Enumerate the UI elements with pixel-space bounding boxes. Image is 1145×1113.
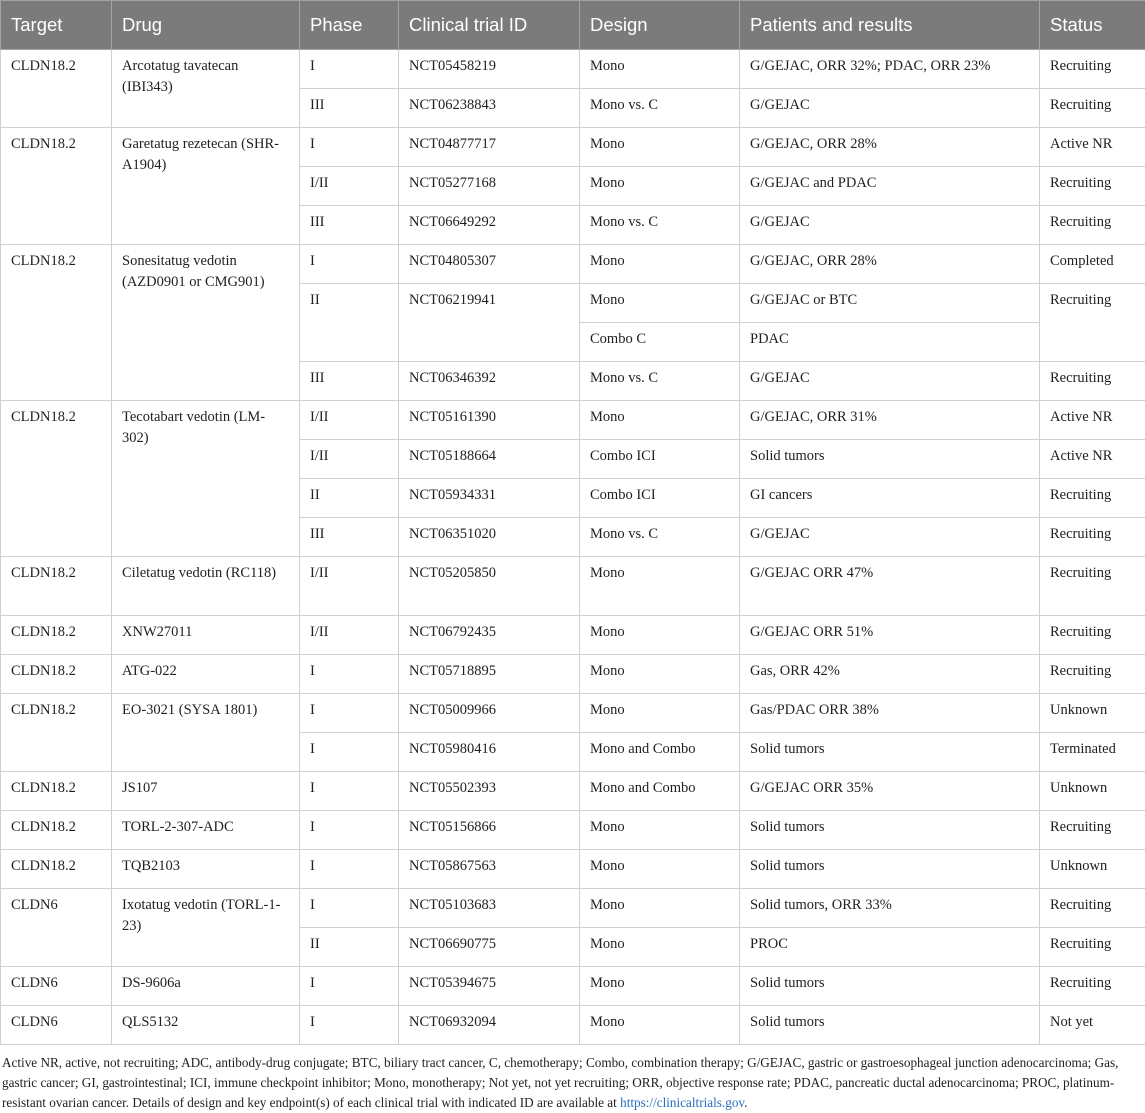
cell-status: Recruiting <box>1040 811 1145 850</box>
cell-status: Recruiting <box>1040 50 1145 89</box>
cell-phase: III <box>300 89 399 128</box>
cell-design: Mono vs. C <box>580 362 740 401</box>
cell-design: Mono <box>580 889 740 928</box>
cell-phase: I <box>300 772 399 811</box>
cell-results: Solid tumors, ORR 33% <box>740 889 1040 928</box>
cell-drug: ATG-022 <box>112 655 300 694</box>
cell-trial-id: NCT05156866 <box>399 811 580 850</box>
cell-drug: TQB2103 <box>112 850 300 889</box>
cell-phase: I <box>300 655 399 694</box>
cell-phase: III <box>300 362 399 401</box>
cell-trial-id: NCT04805307 <box>399 245 580 284</box>
cell-design: Mono <box>580 850 740 889</box>
cell-status: Recruiting <box>1040 362 1145 401</box>
cell-trial-id: NCT05980416 <box>399 733 580 772</box>
cell-drug: Arcotatug tavatecan (IBI343) <box>112 50 300 128</box>
cell-phase: III <box>300 206 399 245</box>
table-row <box>1 128 1145 167</box>
cell-target: CLDN18.2 <box>1 557 112 616</box>
header-row <box>1 1 1145 50</box>
header-design: Design <box>580 1 740 50</box>
cell-status: Recruiting <box>1040 557 1145 616</box>
cell-status: Terminated <box>1040 733 1145 772</box>
cell-results: G/GEJAC <box>740 89 1040 128</box>
cell-design: Mono <box>580 245 740 284</box>
cell-target: CLDN18.2 <box>1 694 112 772</box>
table-row <box>1 245 1145 284</box>
header-phase: Phase <box>300 1 399 50</box>
cell-phase: I/II <box>300 167 399 206</box>
cell-drug: Tecotabart vedotin (LM-302) <box>112 401 300 557</box>
cell-design: Mono vs. C <box>580 89 740 128</box>
cell-target: CLDN18.2 <box>1 245 112 401</box>
cell-results: G/GEJAC ORR 47% <box>740 557 1040 616</box>
cell-phase: I <box>300 967 399 1006</box>
cell-trial-id: NCT05277168 <box>399 167 580 206</box>
cell-design: Mono <box>580 655 740 694</box>
cell-design: Mono <box>580 616 740 655</box>
cell-target: CLDN18.2 <box>1 655 112 694</box>
table-row <box>1 850 1145 889</box>
cell-phase: II <box>300 284 399 362</box>
cell-phase: I <box>300 694 399 733</box>
table-row <box>1 772 1145 811</box>
cell-status: Unknown <box>1040 694 1145 733</box>
header-drug: Drug <box>112 1 300 50</box>
cell-status: Recruiting <box>1040 89 1145 128</box>
table-row <box>1 811 1145 850</box>
cell-phase: I <box>300 889 399 928</box>
table-row <box>1 616 1145 655</box>
cell-trial-id: NCT05867563 <box>399 850 580 889</box>
cell-design: Mono <box>580 50 740 89</box>
cell-status: Recruiting <box>1040 928 1145 967</box>
cell-drug: Garetatug rezetecan (SHR-A1904) <box>112 128 300 245</box>
cell-trial-id: NCT06346392 <box>399 362 580 401</box>
cell-target: CLDN6 <box>1 889 112 967</box>
cell-drug: QLS5132 <box>112 1006 300 1045</box>
cell-status: Completed <box>1040 245 1145 284</box>
cell-target: CLDN18.2 <box>1 128 112 245</box>
cell-design: Combo ICI <box>580 479 740 518</box>
cell-phase: I/II <box>300 401 399 440</box>
cell-design: Mono <box>580 557 740 616</box>
cell-target: CLDN6 <box>1 1006 112 1045</box>
cell-trial-id: NCT06219941 <box>399 284 580 362</box>
cell-trial-id: NCT05205850 <box>399 557 580 616</box>
cell-results: G/GEJAC or BTC <box>740 284 1040 323</box>
cell-trial-id: NCT06351020 <box>399 518 580 557</box>
cell-phase: I <box>300 1006 399 1045</box>
cell-design: Combo C <box>580 323 740 362</box>
cell-status: Recruiting <box>1040 616 1145 655</box>
cell-results: PROC <box>740 928 1040 967</box>
cell-results: G/GEJAC, ORR 28% <box>740 128 1040 167</box>
cell-design: Mono <box>580 167 740 206</box>
cell-results: Solid tumors <box>740 967 1040 1006</box>
cell-drug: XNW27011 <box>112 616 300 655</box>
cell-status: Recruiting <box>1040 889 1145 928</box>
cell-results: G/GEJAC and PDAC <box>740 167 1040 206</box>
cell-trial-id: NCT05502393 <box>399 772 580 811</box>
cell-results: G/GEJAC, ORR 31% <box>740 401 1040 440</box>
cell-results: G/GEJAC, ORR 32%; PDAC, ORR 23% <box>740 50 1040 89</box>
cell-phase: I <box>300 850 399 889</box>
cell-results: G/GEJAC, ORR 28% <box>740 245 1040 284</box>
cell-target: CLDN6 <box>1 967 112 1006</box>
cell-status: Recruiting <box>1040 518 1145 557</box>
cell-results: Gas/PDAC ORR 38% <box>740 694 1040 733</box>
cell-design: Mono <box>580 284 740 323</box>
cell-trial-id: NCT06792435 <box>399 616 580 655</box>
cell-status: Recruiting <box>1040 167 1145 206</box>
cell-phase: I <box>300 811 399 850</box>
cell-status: Unknown <box>1040 772 1145 811</box>
table-row <box>1 50 1145 89</box>
cell-design: Mono <box>580 1006 740 1045</box>
table-row <box>1 557 1145 616</box>
cell-results: PDAC <box>740 323 1040 362</box>
cell-target: CLDN18.2 <box>1 772 112 811</box>
cell-results: GI cancers <box>740 479 1040 518</box>
cell-target: CLDN18.2 <box>1 616 112 655</box>
table-row <box>1 401 1145 440</box>
cell-status: Active NR <box>1040 128 1145 167</box>
cell-results: G/GEJAC <box>740 206 1040 245</box>
cell-results: Solid tumors <box>740 440 1040 479</box>
cell-status: Active NR <box>1040 440 1145 479</box>
cell-design: Mono and Combo <box>580 733 740 772</box>
table-row <box>1 889 1145 928</box>
cell-trial-id: NCT05718895 <box>399 655 580 694</box>
table-row <box>1 655 1145 694</box>
header-target: Target <box>1 1 112 50</box>
cell-phase: I/II <box>300 557 399 616</box>
header-clinical-trial-id: Clinical trial ID <box>399 1 580 50</box>
cell-trial-id: NCT05161390 <box>399 401 580 440</box>
cell-drug: Ciletatug vedotin (RC118) <box>112 557 300 616</box>
cell-phase: I <box>300 733 399 772</box>
clinicaltrials-link[interactable]: https://clinicaltrials.gov <box>620 1095 744 1110</box>
cell-status: Active NR <box>1040 401 1145 440</box>
cell-status: Recruiting <box>1040 206 1145 245</box>
cell-results: Gas, ORR 42% <box>740 655 1040 694</box>
cell-phase: I/II <box>300 440 399 479</box>
cell-status: Unknown <box>1040 850 1145 889</box>
cell-status: Recruiting <box>1040 967 1145 1006</box>
cell-results: Solid tumors <box>740 811 1040 850</box>
header-status: Status <box>1040 1 1145 50</box>
cell-phase: II <box>300 479 399 518</box>
cell-results: G/GEJAC <box>740 518 1040 557</box>
cell-design: Mono <box>580 401 740 440</box>
table-row <box>1 694 1145 733</box>
cell-phase: I <box>300 50 399 89</box>
cell-trial-id: NCT05009966 <box>399 694 580 733</box>
cell-design: Mono <box>580 128 740 167</box>
cell-target: CLDN18.2 <box>1 850 112 889</box>
cell-drug: Ixotatug vedotin (TORL-1-23) <box>112 889 300 967</box>
cell-trial-id: NCT05103683 <box>399 889 580 928</box>
cell-design: Combo ICI <box>580 440 740 479</box>
cell-design: Mono and Combo <box>580 772 740 811</box>
cell-results: G/GEJAC <box>740 362 1040 401</box>
cell-design: Mono <box>580 811 740 850</box>
table-row <box>1 967 1145 1006</box>
cell-drug: Sonesitatug vedotin (AZD0901 or CMG901) <box>112 245 300 401</box>
cell-status: Recruiting <box>1040 479 1145 518</box>
cell-phase: I/II <box>300 616 399 655</box>
cell-design: Mono vs. C <box>580 206 740 245</box>
cell-trial-id: NCT06649292 <box>399 206 580 245</box>
cell-status: Recruiting <box>1040 655 1145 694</box>
cell-results: Solid tumors <box>740 1006 1040 1045</box>
cell-design: Mono vs. C <box>580 518 740 557</box>
cell-drug: EO-3021 (SYSA 1801) <box>112 694 300 772</box>
cell-trial-id: NCT05394675 <box>399 967 580 1006</box>
cell-target: CLDN18.2 <box>1 401 112 557</box>
cell-status: Recruiting <box>1040 284 1145 362</box>
header-patients-and-results: Patients and results <box>740 1 1040 50</box>
cell-design: Mono <box>580 967 740 1006</box>
cell-trial-id: NCT05188664 <box>399 440 580 479</box>
footnote-end: . <box>744 1095 747 1110</box>
cell-drug: TORL-2-307-ADC <box>112 811 300 850</box>
cell-phase: I <box>300 128 399 167</box>
table-footnote <box>0 1045 1145 1113</box>
cell-trial-id: NCT05458219 <box>399 50 580 89</box>
cell-status: Not yet <box>1040 1006 1145 1045</box>
cell-phase: III <box>300 518 399 557</box>
footnote-text: Active NR, active, not recruiting; ADC, antibody-drug conjugate; BTC, biliary tract cancer, C, chemotherapy; Combo, combination therapy; G/GEJAC, gastric or gastroesophageal junction adenocarcinoma; Gas, gastric cancer; GI, gastrointestinal; ICI, immune checkpoint inhibitor; Mono, monotherapy; Not yet, not yet recruiting; ORR, objective response rate; PDAC, pancreatic ductal adenocarcinoma; PROC, platinum-resistant ovarian cancer. Details of design and key endpoint(s) of each clinical trial with indicated ID are available at <box>2 1055 1118 1110</box>
cell-results: G/GEJAC ORR 51% <box>740 616 1040 655</box>
cell-results: Solid tumors <box>740 733 1040 772</box>
cell-drug: JS107 <box>112 772 300 811</box>
cell-target: CLDN18.2 <box>1 811 112 850</box>
cell-trial-id: NCT06690775 <box>399 928 580 967</box>
cell-trial-id: NCT06932094 <box>399 1006 580 1045</box>
table-row <box>1 1006 1145 1045</box>
cell-phase: I <box>300 245 399 284</box>
cell-design: Mono <box>580 928 740 967</box>
cell-trial-id: NCT06238843 <box>399 89 580 128</box>
cell-drug: DS-9606a <box>112 967 300 1006</box>
cell-results: G/GEJAC ORR 35% <box>740 772 1040 811</box>
cell-trial-id: NCT04877717 <box>399 128 580 167</box>
cell-phase: II <box>300 928 399 967</box>
cell-design: Mono <box>580 694 740 733</box>
cell-trial-id: NCT05934331 <box>399 479 580 518</box>
cell-results: Solid tumors <box>740 850 1040 889</box>
cell-target: CLDN18.2 <box>1 50 112 128</box>
